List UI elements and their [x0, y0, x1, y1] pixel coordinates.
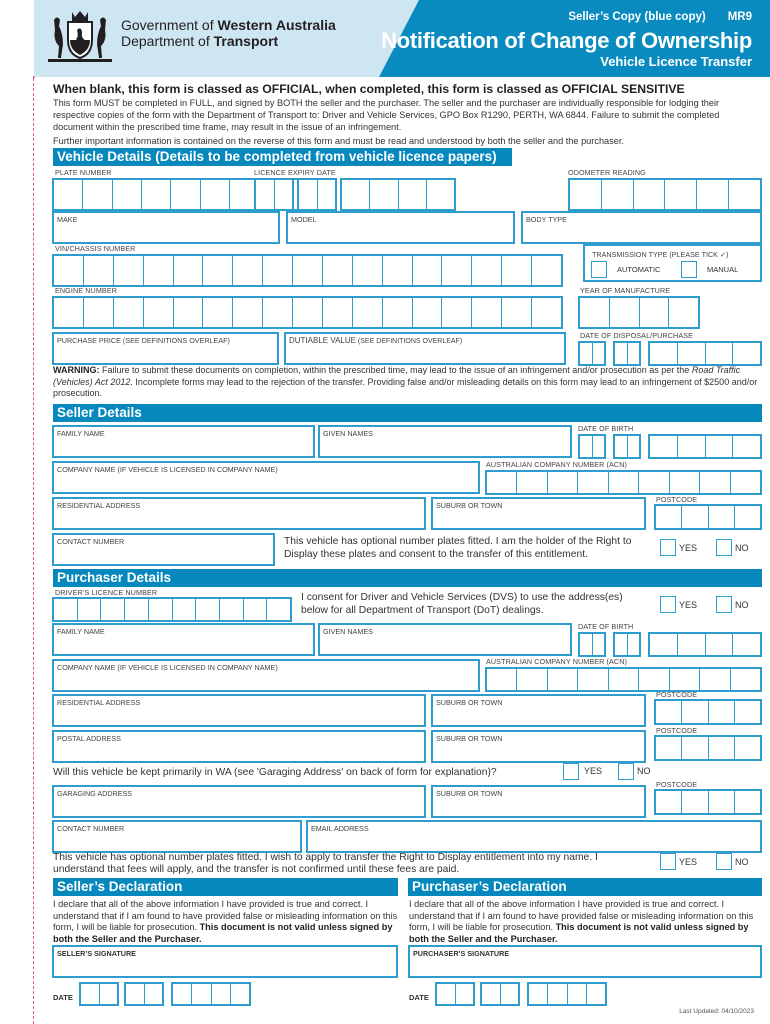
- character-cell[interactable]: [263, 298, 293, 327]
- character-cell[interactable]: [735, 506, 760, 528]
- character-cell[interactable]: [502, 256, 532, 285]
- character-cell[interactable]: [383, 256, 413, 285]
- character-cell[interactable]: [733, 634, 760, 655]
- seller-date-label: DATE: [53, 993, 73, 1002]
- transmission-type-group: TRANSMISSION TYPE (PLEASE TICK ✓): [583, 244, 762, 282]
- character-cell[interactable]: [101, 599, 125, 620]
- character-cell[interactable]: [682, 791, 708, 813]
- seller-company-name-field[interactable]: COMPANY NAME (IF VEHICLE IS LICENSED IN COMPANY NAME): [52, 461, 480, 494]
- seller-signature-field[interactable]: SELLER’S SIGNATURE: [52, 945, 398, 978]
- automatic-label: AUTOMATIC: [617, 265, 661, 274]
- character-cell[interactable]: [682, 737, 708, 759]
- character-cell[interactable]: [665, 180, 697, 209]
- purchaser-postal-postcode-input[interactable]: [654, 735, 762, 761]
- character-cell[interactable]: [487, 472, 517, 493]
- form-subtitle: Vehicle Licence Transfer: [600, 54, 752, 69]
- character-cell[interactable]: [81, 984, 100, 1004]
- character-cell[interactable]: [353, 298, 383, 327]
- purchaser-date-month[interactable]: [480, 982, 520, 1006]
- character-cell[interactable]: [610, 298, 640, 327]
- seller-dob-day[interactable]: [578, 434, 606, 459]
- manual-checkbox[interactable]: [681, 261, 697, 278]
- character-cell[interactable]: [529, 984, 548, 1004]
- character-cell[interactable]: [578, 669, 608, 690]
- character-cell[interactable]: [231, 984, 249, 1004]
- character-cell[interactable]: [413, 256, 443, 285]
- character-cell[interactable]: [275, 180, 293, 209]
- purchaser-consent-yes-checkbox[interactable]: [660, 596, 676, 613]
- form-header: [34, 0, 770, 77]
- character-cell[interactable]: [628, 343, 640, 364]
- character-cell[interactable]: [456, 984, 474, 1004]
- character-cell[interactable]: [602, 180, 634, 209]
- character-cell[interactable]: [669, 298, 698, 327]
- seller-suburb-field[interactable]: SUBURB OR TOWN: [431, 497, 646, 530]
- character-cell[interactable]: [706, 436, 734, 457]
- disposal-date-year[interactable]: [648, 341, 762, 366]
- character-cell[interactable]: [144, 298, 174, 327]
- character-cell[interactable]: [570, 180, 602, 209]
- seller-date-day[interactable]: [79, 982, 119, 1006]
- seller-residential-address-field[interactable]: RESIDENTIAL ADDRESS: [52, 497, 426, 530]
- character-cell[interactable]: [173, 984, 192, 1004]
- character-cell[interactable]: [442, 298, 472, 327]
- character-cell[interactable]: [142, 180, 171, 209]
- purchaser-signature-field[interactable]: PURCHASER’S SIGNATURE: [408, 945, 762, 978]
- character-cell[interactable]: [212, 984, 231, 1004]
- character-cell[interactable]: [706, 343, 734, 364]
- character-cell[interactable]: [650, 436, 678, 457]
- character-cell[interactable]: [650, 634, 678, 655]
- character-cell[interactable]: [639, 669, 669, 690]
- character-cell[interactable]: [640, 298, 670, 327]
- purchaser-contact-number-field[interactable]: CONTACT NUMBER: [52, 820, 302, 853]
- engine-number-input[interactable]: [52, 296, 563, 329]
- purchaser-date-year[interactable]: [527, 982, 607, 1006]
- purchaser-plates-no-checkbox[interactable]: [716, 853, 732, 870]
- garaging-postcode-label: POSTCODE: [656, 780, 698, 789]
- seller-given-names-field[interactable]: GIVEN NAMES: [318, 425, 572, 458]
- character-cell[interactable]: [682, 701, 708, 723]
- purchaser-consent-statement: I consent for Driver and Vehicle Services (DVS) to use the address(es) below for all Department of Transport (DoT) dealings.: [301, 592, 623, 616]
- character-cell[interactable]: [383, 298, 413, 327]
- character-cell[interactable]: [578, 472, 608, 493]
- character-cell[interactable]: [145, 984, 163, 1004]
- character-cell[interactable]: [709, 701, 735, 723]
- purchaser-dob-label: DATE OF BIRTH: [578, 622, 634, 631]
- character-cell[interactable]: [318, 180, 336, 209]
- character-cell[interactable]: [244, 599, 268, 620]
- purchaser-family-name-field[interactable]: FAMILY NAME: [52, 623, 315, 656]
- purchaser-residential-postcode-input[interactable]: [654, 699, 762, 725]
- character-cell[interactable]: [256, 180, 275, 209]
- purchaser-consent-no-label: NO: [735, 600, 749, 610]
- character-cell[interactable]: [342, 180, 370, 209]
- character-cell[interactable]: [615, 436, 628, 457]
- character-cell[interactable]: [201, 180, 230, 209]
- copy-label: Seller’s Copy (blue copy) MR9: [568, 11, 752, 23]
- purchaser-details-header: Purchaser Details: [53, 569, 762, 587]
- character-cell[interactable]: [220, 599, 244, 620]
- seller-family-name-field[interactable]: FAMILY NAME: [52, 425, 315, 458]
- character-cell[interactable]: [83, 180, 112, 209]
- character-cell[interactable]: [323, 298, 353, 327]
- engine-number-label: ENGINE NUMBER: [55, 286, 118, 295]
- purchaser-licence-label: DRIVER’S LICENCE NUMBER: [55, 588, 158, 597]
- character-cell[interactable]: [568, 984, 587, 1004]
- character-cell[interactable]: [678, 343, 706, 364]
- character-cell[interactable]: [517, 472, 547, 493]
- character-cell[interactable]: [678, 436, 706, 457]
- vin-label: VIN/CHASSIS NUMBER: [55, 244, 136, 253]
- purchaser-residential-postcode-label: POSTCODE: [656, 690, 698, 699]
- vehicle-details-header: Vehicle Details (Details to be completed from vehicle licence papers): [53, 148, 512, 166]
- character-cell[interactable]: [472, 256, 502, 285]
- character-cell[interactable]: [609, 669, 639, 690]
- character-cell[interactable]: [501, 984, 519, 1004]
- character-cell[interactable]: [656, 506, 682, 528]
- wa-coat-of-arms-icon: [44, 6, 116, 66]
- purchaser-declaration-text: I declare that all of the above information I have provided is true and correct. I understand that if I am found to have provided false or misleading information on this form, I will be liable for prosecution. This document is not valid unless signed by both the Seller and the Purchaser.: [409, 899, 754, 944]
- character-cell[interactable]: [548, 984, 567, 1004]
- character-cell[interactable]: [628, 436, 640, 457]
- character-cell[interactable]: [203, 298, 233, 327]
- purchaser-given-names-field[interactable]: GIVEN NAMES: [318, 623, 572, 656]
- purchaser-date-label: DATE: [409, 993, 429, 1002]
- seller-declaration-header: Seller’s Declaration: [53, 878, 398, 896]
- character-cell[interactable]: [353, 256, 383, 285]
- character-cell[interactable]: [233, 298, 263, 327]
- purchaser-residential-suburb-field[interactable]: SUBURB OR TOWN: [431, 694, 646, 727]
- character-cell[interactable]: [442, 256, 472, 285]
- seller-contact-number-field[interactable]: CONTACT NUMBER: [52, 533, 275, 566]
- seller-dob-year[interactable]: [648, 434, 762, 459]
- purchaser-dob-day[interactable]: [578, 632, 606, 657]
- purchaser-licence-input[interactable]: [52, 597, 292, 622]
- character-cell[interactable]: [709, 506, 735, 528]
- character-cell[interactable]: [293, 298, 323, 327]
- character-cell[interactable]: [370, 180, 398, 209]
- purchaser-dob-month[interactable]: [613, 632, 641, 657]
- character-cell[interactable]: [323, 256, 353, 285]
- classification-notice: When blank, this form is classed as OFFICIAL, when completed, this form is classed as OFFICIAL SENSITIVE: [53, 82, 685, 96]
- character-cell[interactable]: [656, 737, 682, 759]
- character-cell[interactable]: [144, 256, 174, 285]
- character-cell[interactable]: [78, 599, 102, 620]
- character-cell[interactable]: [580, 436, 593, 457]
- character-cell[interactable]: [615, 634, 628, 655]
- purchaser-consent-no-checkbox[interactable]: [716, 596, 732, 613]
- garaging-no-label: NO: [637, 766, 651, 776]
- character-cell[interactable]: [54, 599, 78, 620]
- character-cell[interactable]: [299, 180, 318, 209]
- character-cell[interactable]: [125, 599, 149, 620]
- character-cell[interactable]: [517, 669, 547, 690]
- disposal-date-label: DATE OF DISPOSAL/PURCHASE: [580, 331, 693, 340]
- character-cell[interactable]: [482, 984, 501, 1004]
- purchaser-consent-yes-label: YES: [679, 600, 698, 610]
- purchaser-plates-statement: This vehicle has optional number plates fitted. I wish to apply to transfer the Right to Display entitlement into my name. I understand that fees will apply, and the transfer is not confirmed until these fees are paid.: [53, 852, 598, 875]
- automatic-checkbox[interactable]: [591, 261, 607, 278]
- odometer-input[interactable]: [568, 178, 762, 211]
- year-of-manufacture-label: YEAR OF MANUFACTURE: [580, 286, 671, 295]
- character-cell[interactable]: [615, 343, 628, 364]
- character-cell[interactable]: [706, 634, 734, 655]
- character-cell[interactable]: [587, 984, 605, 1004]
- character-cell[interactable]: [532, 298, 561, 327]
- character-cell[interactable]: [700, 472, 730, 493]
- character-cell[interactable]: [413, 298, 443, 327]
- character-cell[interactable]: [84, 298, 114, 327]
- character-cell[interactable]: [670, 669, 700, 690]
- character-cell[interactable]: [173, 599, 197, 620]
- character-cell[interactable]: [196, 599, 220, 620]
- character-cell[interactable]: [263, 256, 293, 285]
- seller-plates-yes-checkbox[interactable]: [660, 539, 676, 556]
- character-cell[interactable]: [634, 180, 666, 209]
- seller-postcode-label: POSTCODE: [656, 495, 698, 504]
- form-code: MR9: [727, 11, 752, 23]
- purchaser-email-field[interactable]: EMAIL ADDRESS: [306, 820, 762, 853]
- further-info: Further important information is contained on the reverse of this form and must be read and understood by both the seller and the purchaser.: [53, 136, 624, 146]
- garaging-yes-label: YES: [584, 766, 603, 776]
- garaging-yes-checkbox[interactable]: [563, 763, 579, 780]
- purchaser-acn-label: AUSTRALIAN COMPANY NUMBER (ACN): [486, 657, 628, 666]
- garaging-question: Will this vehicle be kept primarily in WA (see 'Garaging Address' on back of form for explanation)?: [53, 767, 497, 778]
- character-cell[interactable]: [54, 256, 84, 285]
- seller-plates-yes-label: YES: [679, 543, 698, 553]
- purchaser-plates-yes-label: YES: [679, 857, 698, 867]
- seller-acn-input[interactable]: [485, 470, 762, 495]
- make-field[interactable]: MAKE: [52, 211, 280, 244]
- character-cell[interactable]: [437, 984, 456, 1004]
- purchase-price-field[interactable]: PURCHASE PRICE (SEE DEFINITIONS OVERLEAF): [52, 332, 279, 365]
- character-cell[interactable]: [735, 737, 760, 759]
- character-cell[interactable]: [593, 343, 605, 364]
- vin-input[interactable]: [52, 254, 563, 287]
- character-cell[interactable]: [100, 984, 118, 1004]
- seller-plates-no-checkbox[interactable]: [716, 539, 732, 556]
- instructions: This form MUST be completed in FULL, and signed by BOTH the seller and the purchaser. The seller and the purchaser are individually responsible for lodging their respective copies of the form with the Department of Transport to: Driver and Vehicle Services, GPO Box R1290, PERTH, WA 6844. Failure to submit the completed document within the prescribed time frame, may result in the issue of an infringement.: [53, 98, 720, 132]
- dutiable-value-field[interactable]: DUTIABLE VALUE (SEE DEFINITIONS OVERLEAF): [284, 332, 566, 365]
- character-cell[interactable]: [487, 669, 517, 690]
- garaging-no-checkbox[interactable]: [618, 763, 634, 780]
- intro-text: [53, 82, 753, 147]
- character-cell[interactable]: [656, 701, 682, 723]
- character-cell[interactable]: [678, 634, 706, 655]
- character-cell[interactable]: [697, 180, 729, 209]
- character-cell[interactable]: [502, 298, 532, 327]
- manual-label: MANUAL: [707, 265, 739, 274]
- character-cell[interactable]: [709, 791, 735, 813]
- character-cell[interactable]: [639, 472, 669, 493]
- purchaser-postal-postcode-label: POSTCODE: [656, 726, 698, 735]
- character-cell[interactable]: [731, 669, 760, 690]
- character-cell[interactable]: [733, 343, 760, 364]
- character-cell[interactable]: [233, 256, 263, 285]
- character-cell[interactable]: [267, 599, 290, 620]
- seller-plates-no-label: NO: [735, 543, 749, 553]
- character-cell[interactable]: [472, 298, 502, 327]
- character-cell[interactable]: [548, 669, 578, 690]
- seller-acn-label: AUSTRALIAN COMPANY NUMBER (ACN): [486, 460, 628, 469]
- warning-notice: WARNING: Failure to submit these documents on completion, within the prescribed time, may lead to the issue of an infringement and/or prosecution as per the Road Traffic (Vehicles) Act 2012. Incomplete forms may lead to the rejection of the transfer. Providing false and/or misleading details on this form may lead to an infringement of $2500 and/or prosecution.: [53, 365, 758, 398]
- seller-dob-label: DATE OF BIRTH: [578, 424, 634, 433]
- character-cell[interactable]: [733, 436, 760, 457]
- seller-details-header: Seller Details: [53, 404, 762, 422]
- character-cell[interactable]: [399, 180, 427, 209]
- seller-declaration-text: I declare that all of the above information I have provided is true and correct. I understand that if I am found to have provided false or misleading information on this form, I will be liable for prosecution. This document is not valid unless signed by both the Seller and the Purchaser.: [53, 899, 398, 944]
- character-cell[interactable]: [114, 298, 144, 327]
- character-cell[interactable]: [203, 256, 233, 285]
- garaging-address-field[interactable]: GARAGING ADDRESS: [52, 785, 426, 818]
- purchaser-plates-no-label: NO: [735, 857, 749, 867]
- character-cell[interactable]: [174, 256, 204, 285]
- character-cell[interactable]: [580, 634, 593, 655]
- character-cell[interactable]: [532, 256, 561, 285]
- licence-expiry-label: LICENCE EXPIRY DATE: [254, 168, 336, 177]
- character-cell[interactable]: [731, 472, 760, 493]
- garaging-suburb-field[interactable]: SUBURB OR TOWN: [431, 785, 646, 818]
- character-cell[interactable]: [126, 984, 145, 1004]
- character-cell[interactable]: [735, 701, 760, 723]
- character-cell[interactable]: [593, 634, 605, 655]
- character-cell[interactable]: [174, 298, 204, 327]
- character-cell[interactable]: [593, 436, 605, 457]
- garaging-postcode-input[interactable]: [654, 789, 762, 815]
- purchaser-company-name-field[interactable]: COMPANY NAME (IF VEHICLE IS LICENSED IN COMPANY NAME): [52, 659, 480, 692]
- disposal-date-month[interactable]: [613, 341, 641, 366]
- character-cell[interactable]: [114, 256, 144, 285]
- character-cell[interactable]: [54, 298, 84, 327]
- last-updated: Last Updated: 04/10/2023: [679, 1008, 754, 1015]
- character-cell[interactable]: [84, 256, 114, 285]
- purchaser-postal-address-field[interactable]: POSTAL ADDRESS: [52, 730, 426, 763]
- character-cell[interactable]: [54, 180, 83, 209]
- character-cell[interactable]: [149, 599, 173, 620]
- character-cell[interactable]: [729, 180, 760, 209]
- seller-dob-month[interactable]: [613, 434, 641, 459]
- character-cell[interactable]: [548, 472, 578, 493]
- licence-expiry-day-input[interactable]: [254, 178, 294, 211]
- character-cell[interactable]: [580, 343, 593, 364]
- department-name: Government of Western Australia Department of Transport: [121, 17, 336, 49]
- character-cell[interactable]: [682, 506, 708, 528]
- purchaser-acn-input[interactable]: [485, 667, 762, 692]
- year-of-manufacture-input[interactable]: [578, 296, 700, 329]
- seller-postcode-input[interactable]: [654, 504, 762, 530]
- character-cell[interactable]: [700, 669, 730, 690]
- character-cell[interactable]: [427, 180, 454, 209]
- perforation-cut-line: [33, 78, 34, 1024]
- plate-number-label: PLATE NUMBER: [55, 168, 112, 177]
- purchaser-postal-suburb-field[interactable]: SUBURB OR TOWN: [431, 730, 646, 763]
- form-title: Notification of Change of Ownership: [381, 28, 752, 53]
- purchaser-declaration-header: Purchaser’s Declaration: [408, 878, 762, 896]
- seller-date-month[interactable]: [124, 982, 164, 1006]
- character-cell[interactable]: [171, 180, 200, 209]
- licence-expiry-year-input[interactable]: [340, 178, 456, 211]
- character-cell[interactable]: [735, 791, 760, 813]
- purchaser-residential-address-field[interactable]: RESIDENTIAL ADDRESS: [52, 694, 426, 727]
- character-cell[interactable]: [656, 791, 682, 813]
- odometer-label: ODOMETER READING: [568, 168, 646, 177]
- purchaser-plates-yes-checkbox[interactable]: [660, 853, 676, 870]
- seller-plates-statement: This vehicle has optional number plates fitted. I am the holder of the Right to Display these plates and consent to the transfer of this entitlement.: [284, 536, 632, 560]
- licence-expiry-month-input[interactable]: [297, 178, 337, 211]
- body-type-field[interactable]: BODY TYPE: [521, 211, 762, 244]
- character-cell[interactable]: [609, 472, 639, 493]
- character-cell[interactable]: [113, 180, 142, 209]
- disposal-date-day[interactable]: [578, 341, 606, 366]
- character-cell[interactable]: [580, 298, 610, 327]
- seller-date-year[interactable]: [171, 982, 251, 1006]
- purchaser-dob-year[interactable]: [648, 632, 762, 657]
- character-cell[interactable]: [650, 343, 678, 364]
- character-cell[interactable]: [709, 737, 735, 759]
- character-cell[interactable]: [628, 634, 640, 655]
- character-cell[interactable]: [293, 256, 323, 285]
- model-field[interactable]: MODEL: [286, 211, 515, 244]
- character-cell[interactable]: [670, 472, 700, 493]
- purchaser-date-day[interactable]: [435, 982, 475, 1006]
- character-cell[interactable]: [192, 984, 211, 1004]
